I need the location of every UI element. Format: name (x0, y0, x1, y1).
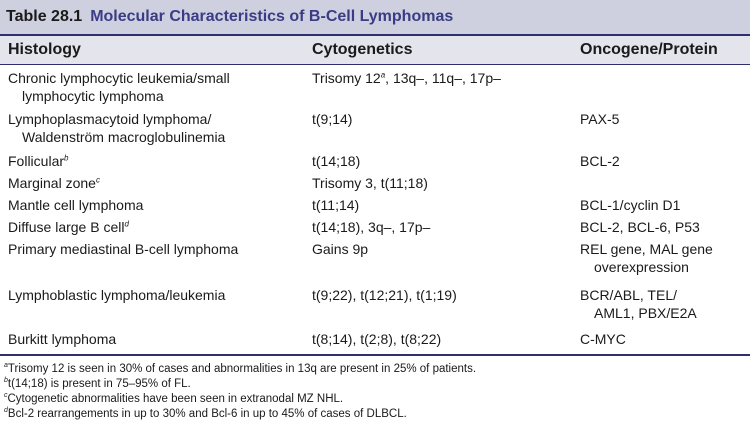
oncogene-cell: REL gene, MAL gene overexpression (580, 241, 713, 275)
histology-cell: Marginal zone$^c$ (8, 175, 100, 191)
cytogenetics-cell: t(14;18) (312, 153, 361, 169)
footnote-mark: c (95, 175, 100, 185)
footnote: $^b$t(14;18) is present in 75–95% of FL. (4, 377, 191, 390)
histology-cell: Lymphoplasmacytoid lymphoma/ Waldenström macroglobulinemia (8, 111, 226, 145)
table-title: Molecular Characteristics of B-Cell Lymphomas (90, 8, 454, 25)
histology-cell: Chronic lymphocytic leukemia/small lymphocytic lymphoma (8, 70, 230, 104)
histology-cell: Lymphoblastic lymphoma/leukemia (8, 287, 226, 303)
cytogenetics-cell: t(9;22), t(12;21), t(1;19) (312, 287, 457, 303)
cytogenetics-cell: t(9;14) (312, 111, 353, 127)
cytogenetics-cell: t(11;14) (312, 197, 360, 213)
oncogene-cell: BCL-1/cyclin D1 (580, 197, 681, 213)
histology-cell: Burkitt lymphoma (8, 331, 117, 347)
oncogene-cell: PAX-5 (580, 111, 620, 127)
cytogenetics-cell: Trisomy 12$^a$, 13q–, 11q–, 17p– (312, 70, 501, 86)
table-header (0, 36, 750, 64)
footnote: $^c$Cytogenetic abnormalities have been seen in extranodal MZ NHL. (4, 392, 344, 405)
footnote: $^d$Bcl-2 rearrangements in up to 30% and Bcl-6 in up to 45% of cases of DLBCL. (4, 407, 407, 420)
oncogene-cell: BCL-2, BCL-6, P53 (580, 219, 700, 235)
cytogenetics-cell: t(8;14), t(2;8), t(8;22) (312, 331, 442, 347)
table-number: Table 28.1 (6, 8, 83, 25)
footnote: $^a$Trisomy 12 is seen in 30% of cases and abnormalities in 13q are present in 25% of patients. (4, 362, 477, 375)
bottom-rule (0, 354, 750, 356)
column-header-oncogene: Oncogene/Protein (580, 41, 718, 58)
oncogene-cell: BCR/ABL, TEL/ AML1, PBX/E2A (580, 287, 697, 321)
cytogenetics-cell: Gains 9p (312, 241, 369, 257)
histology-cell: Follicular$^b$ (8, 153, 69, 169)
histology-cell: Primary mediastinal B-cell lymphoma (8, 241, 239, 257)
table-title-bar (0, 0, 750, 34)
footnote-mark: d (124, 219, 129, 229)
oncogene-cell: C-MYC (580, 331, 626, 347)
footnote-mark: a (380, 70, 386, 80)
histology-cell: Diffuse large B cell$^d$ (8, 219, 129, 235)
column-header-histology: Histology (8, 41, 81, 58)
header-rule (0, 64, 750, 65)
cytogenetics-cell: Trisomy 3, t(11;18) (312, 175, 428, 191)
cytogenetics-cell: t(14;18), 3q–, 17p– (312, 219, 431, 235)
footnote-mark: b (64, 153, 69, 163)
oncogene-cell: BCL-2 (580, 153, 620, 169)
footnotes (4, 362, 744, 422)
histology-cell: Mantle cell lymphoma (8, 197, 144, 213)
column-header-cytogenetics: Cytogenetics (312, 41, 413, 58)
